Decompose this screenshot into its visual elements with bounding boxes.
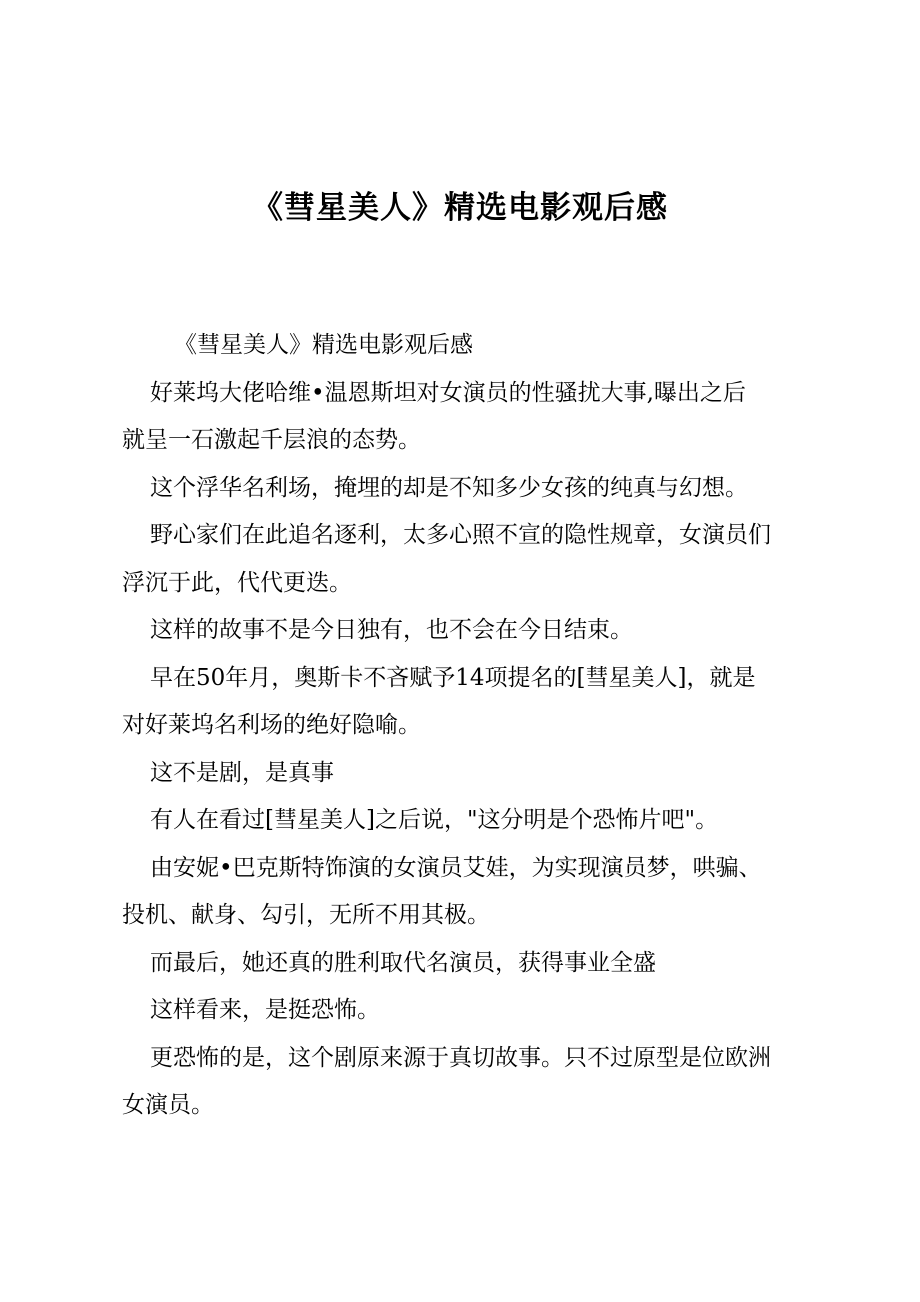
paragraph	[122, 512, 822, 607]
paragraph-line: 早在50年月，奥斯卡不吝赋予14项提名的[彗星美人]，就是	[150, 664, 756, 691]
paragraph	[122, 987, 822, 1035]
paragraph-line: 更恐怖的是，这个剧原来源于真切故事。只不过原型是位欧洲	[150, 1044, 771, 1071]
paragraph-line: 就呈一石激起千层浪的态势。	[122, 427, 421, 453]
paragraph	[122, 607, 822, 655]
paragraph-line: 《彗星美人》精选电影观后感	[174, 332, 473, 358]
paragraph	[122, 845, 822, 940]
paragraph-line: 而最后，她还真的胜利取代名演员，获得事业全盛	[150, 949, 656, 976]
paragraph	[122, 797, 822, 845]
paragraph	[122, 370, 822, 465]
paragraph-line: 有人在看过[彗星美人]之后说，"这分明是个恐怖片吧"。	[150, 807, 719, 833]
paragraph-line: 这样的故事不是今日独有，也不会在今日结束。	[150, 617, 633, 643]
subtitle-paragraph	[122, 322, 822, 370]
paragraph-line: 野心家们在此追名逐利，太多心照不宣的隐性规章，女演员们	[150, 522, 771, 548]
document-body	[122, 322, 822, 1130]
paragraph-line: 浮沉于此，代代更迭。	[122, 569, 352, 596]
paragraph	[122, 750, 822, 798]
paragraph	[122, 940, 822, 988]
paragraph-line: 对好莱坞名利场的绝好隐喻。	[122, 712, 421, 738]
paragraph-line: 这不是剧，是真事	[150, 759, 334, 786]
document-title: 《彗星美人》精选电影观后感	[252, 190, 668, 226]
paragraph-line: 投机、献身、勾引，无所不用其极。	[122, 902, 490, 928]
paragraph	[122, 655, 822, 750]
paragraph-line: 女演员。	[122, 1092, 214, 1118]
paragraph-line: 这个浮华名利场，掩埋的却是不知多少女孩的纯真与幻想。	[150, 474, 748, 501]
paragraph	[122, 1035, 822, 1130]
paragraph-line: 这样看来，是挺恐怖。	[150, 997, 380, 1023]
paragraph-line: 由安妮•巴克斯特饰演的女演员艾娃，为实现演员梦，哄骗、	[150, 854, 762, 881]
paragraph	[122, 465, 822, 513]
paragraph-line: 好莱坞大佬哈维•温恩斯坦对女演员的性骚扰大事,曝出之后	[150, 379, 746, 406]
